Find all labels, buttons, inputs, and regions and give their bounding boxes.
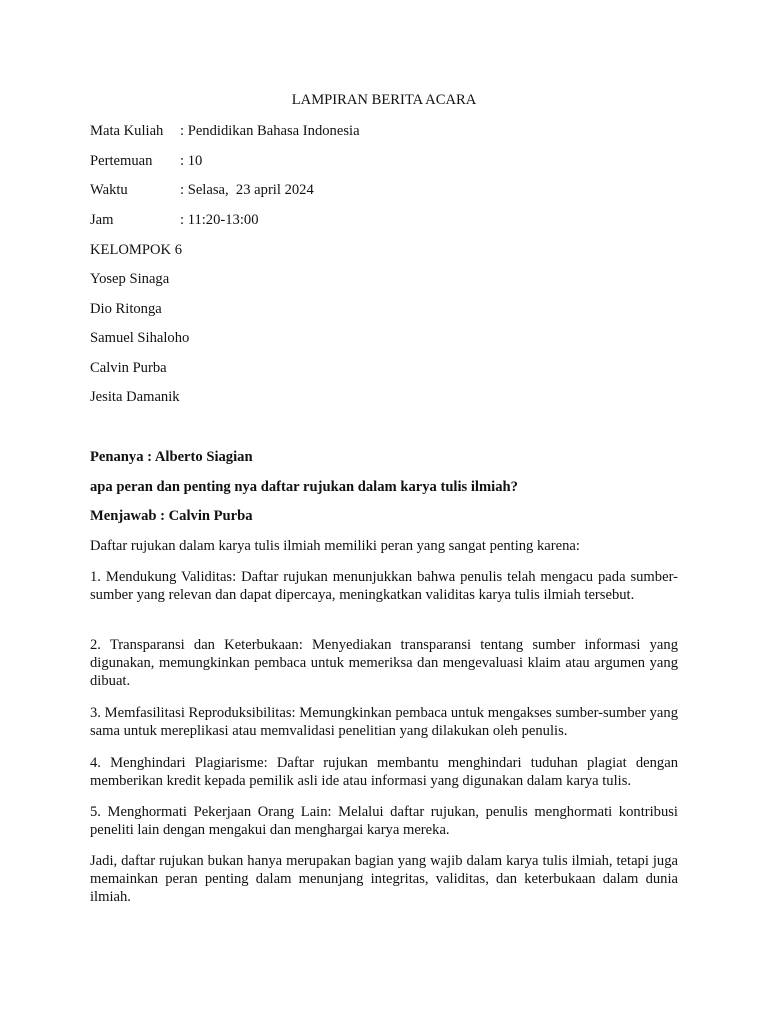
- member-name: Yosep Sinaga: [90, 271, 170, 287]
- answer-point: 4. Menghindari Plagiarisme: Daftar rujukan membantu menghindari tuduhan plagiat dengan memberikan kredit kepada pemilik asli ide atau informasi yang digunakan dalam karya tulis.: [90, 755, 678, 790]
- answer-intro: Daftar rujukan dalam karya tulis ilmiah memiliki peran yang sangat penting karena:: [90, 538, 580, 554]
- meta-value: : 10: [180, 153, 203, 169]
- member-name: Samuel Sihaloho: [90, 330, 190, 346]
- answer-conclusion: Jadi, daftar rujukan bukan hanya merupakan bagian yang wajib dalam karya tulis ilmiah, tetapi juga memainkan peran penting dalam menunjang integritas, validitas, dan keterbukaan dalam dunia ilmiah.: [90, 853, 678, 906]
- questioner: Penanya : Alberto Siagian: [90, 449, 253, 465]
- document-title: LAMPIRAN BERITA ACARA: [291, 92, 477, 108]
- meta-value: : 11:20-13:00: [180, 212, 259, 228]
- answer-point: 2. Transparansi dan Keterbukaan: Menyediakan transparansi tentang sumber informasi yang digunakan, memungkinkan pembaca untuk memeriksa dan mengevaluasi klaim atau argumen yang dibuat.: [90, 637, 678, 690]
- question: apa peran dan penting nya daftar rujukan dalam karya tulis ilmiah?: [90, 479, 518, 495]
- member-name: Dio Ritonga: [90, 301, 162, 317]
- group-label: KELOMPOK 6: [90, 242, 183, 258]
- meta-value: : Selasa, 23 april 2024: [180, 182, 314, 198]
- meta-label: Mata Kuliah: [90, 123, 164, 139]
- meta-label: Jam: [90, 212, 114, 228]
- meta-value: : Pendidikan Bahasa Indonesia: [180, 123, 360, 139]
- member-name: Jesita Damanik: [90, 389, 180, 405]
- answer-point: 1. Mendukung Validitas: Daftar rujukan menunjukkan bahwa penulis telah mengacu pada sumber-sumber yang relevan dan dapat dipercaya, meningkatkan validitas karya tulis ilmiah tersebut.: [90, 569, 678, 604]
- answer-point: 3. Memfasilitasi Reproduksibilitas: Memungkinkan pembaca untuk mengakses sumber-sumber yang sama untuk mereplikasi atau memvalidasi penelitian yang dilakukan oleh penulis.: [90, 705, 678, 740]
- answerer: Menjawab : Calvin Purba: [90, 508, 253, 524]
- meta-label: Pertemuan: [90, 153, 153, 169]
- answer-point: 5. Menghormati Pekerjaan Orang Lain: Melalui daftar rujukan, penulis menghormati kontribusi peneliti lain dengan mengakui dan menghargai karya mereka.: [90, 804, 678, 839]
- meta-label: Waktu: [90, 182, 128, 198]
- member-name: Calvin Purba: [90, 360, 167, 376]
